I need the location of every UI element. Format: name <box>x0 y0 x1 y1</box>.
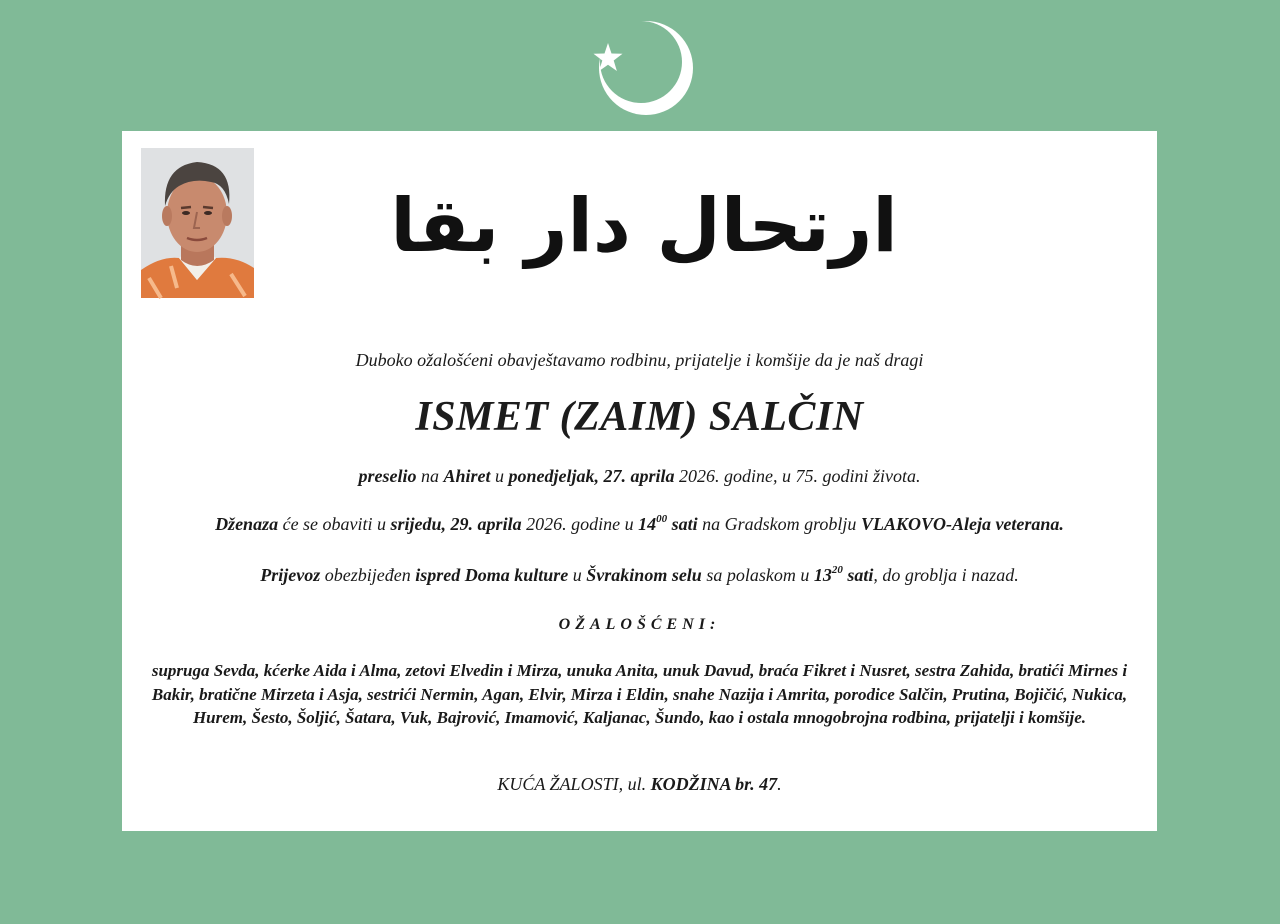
deceased-name: ISMET (ZAIM) SALČIN <box>415 394 864 440</box>
intro-text: Duboko ožalošćeni obavještavamo rodbinu, prijatelje i komšije da je naš dragi <box>355 350 924 370</box>
mourners-heading: OŽALOŠĆENI: <box>558 616 721 633</box>
funeral-line: Dženaza će se obaviti u srijedu, 29. aprila 2026. godine u $14^{00}$ sati na Gradskom groblju VLAKOVO-Aleja veterana. <box>215 513 1064 534</box>
transport-line: Prijevoz obezbijeđen ispred Doma kulture u Švrakinom selu sa polaskom u $13^{20}$ sati, do groblja i nazad. <box>260 564 1019 585</box>
deceased-photo <box>141 148 254 298</box>
death-line: preselio na Ahiret u ponedjeljak, 27. aprila 2026. godine, u 75. godini života. <box>358 466 921 486</box>
house-of-mourning: KUĆA ŽALOSTI, ul. KODŽINA br. 47. <box>497 774 782 794</box>
notice-card <box>122 131 1157 831</box>
svg-text:ارتحال دار بقا: ارتحال دار بقا <box>390 183 898 269</box>
crescent-star-icon <box>585 16 695 121</box>
irtihal-dar-baqa-calligraphy <box>390 155 898 290</box>
mourners-list: supruga Sevda, kćerke Aida i Alma, zetovi Elvedin i Mirza, unuka Anita, unuk Davud, braća Fikret i Nusret, sestra Zahida, bratići Mirnes i Bakir, bratične Mirzeta i Asja, sestrići Nermin, Agan, Elvir, Mirza i Eldin, snahe Nazija i Amrita, porodice Salčin, Prutina, Bojičić, Nukica, Hurem, Šesto, Šoljić, Šatara, Vuk, Bajrović, Imamović, Kaljanac, Šundo, kao i ostala mnogobrojna rodbina, prijatelji i komšije. <box>151 661 1128 727</box>
